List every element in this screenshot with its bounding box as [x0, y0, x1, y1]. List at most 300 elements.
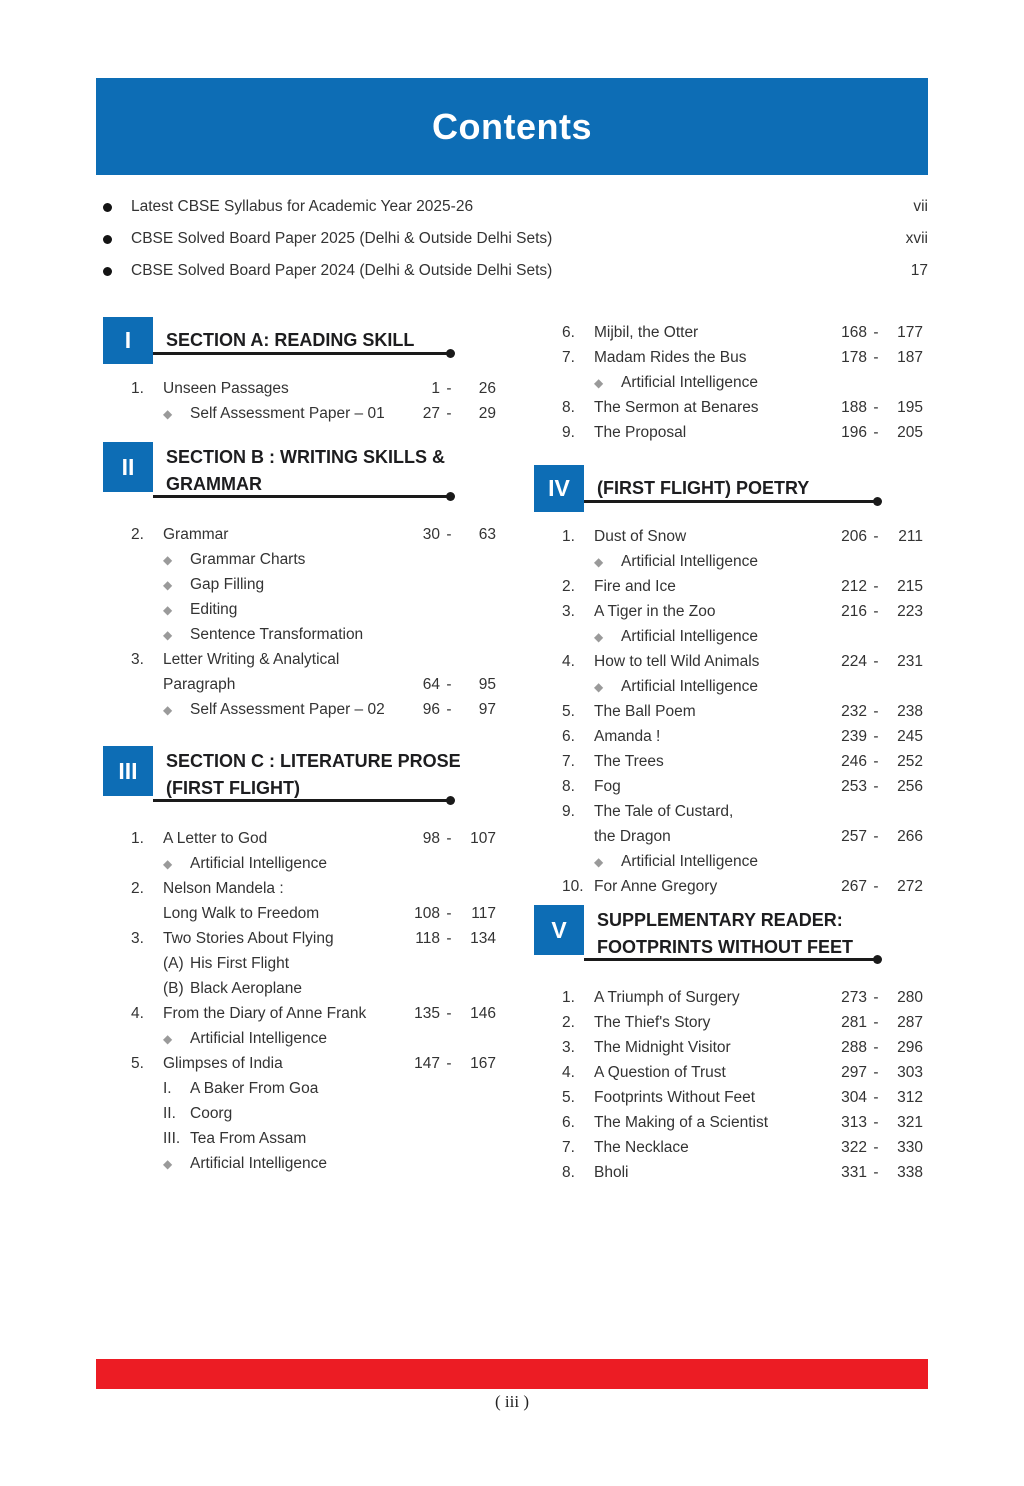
toc-row	[131, 622, 496, 647]
toc-row	[131, 1076, 496, 1101]
row-marker: 3.	[562, 602, 575, 620]
page-range-dash: -	[873, 727, 879, 745]
page-range-dash: -	[873, 323, 879, 341]
entry-title: Grammar Charts	[190, 550, 306, 568]
section-header	[96, 442, 496, 500]
toc-row	[131, 1126, 496, 1151]
page-end: 177	[897, 323, 923, 341]
front-matter-page: xvii	[905, 230, 928, 247]
row-marker: 6.	[562, 323, 575, 341]
page-start: 118	[415, 929, 440, 947]
page-end: 26	[478, 379, 496, 397]
section-underline	[153, 352, 451, 355]
line-end-dot-icon	[446, 349, 455, 358]
row-marker: 7.	[562, 348, 575, 366]
toc-row	[131, 1026, 496, 1051]
page-range-dash: -	[873, 1088, 879, 1106]
toc-row	[562, 674, 923, 699]
page-start: 273	[841, 988, 867, 1006]
line-end-dot-icon	[873, 497, 882, 506]
toc-row	[562, 724, 923, 749]
front-matter-item	[96, 223, 928, 255]
entry-title: Dust of Snow	[594, 527, 687, 545]
page-title-banner	[96, 78, 928, 175]
row-marker: 5.	[131, 1054, 144, 1072]
page-start: 147	[414, 1054, 440, 1072]
section-rows	[96, 826, 496, 1176]
row-marker: 2.	[562, 577, 575, 595]
section-header	[96, 746, 496, 804]
row-marker: I.	[163, 1079, 172, 1097]
diamond-bullet-icon: ◆	[594, 554, 604, 569]
row-marker: 1.	[562, 988, 575, 1006]
section-title: SECTION C : LITERATURE PROSE	[166, 751, 461, 771]
row-marker: II.	[163, 1104, 176, 1122]
row-marker: 3.	[131, 650, 144, 668]
page-range-dash: -	[446, 675, 452, 693]
row-marker: 8.	[562, 398, 575, 416]
front-matter-label: CBSE Solved Board Paper 2025 (Delhi & Outside Delhi Sets)	[131, 230, 553, 247]
section-c-continued-rows	[527, 320, 923, 445]
toc-row	[562, 599, 923, 624]
toc-row	[562, 824, 923, 849]
page-range-dash: -	[873, 1013, 879, 1031]
toc-row	[562, 549, 923, 574]
section-numeral-badge: I	[103, 317, 153, 364]
section-numeral-badge: II	[103, 442, 153, 492]
toc-row	[131, 376, 496, 401]
front-matter-item	[96, 255, 928, 287]
page-range-dash: -	[446, 379, 452, 397]
section-numeral-badge: IV	[534, 465, 584, 512]
toc-row	[562, 574, 923, 599]
row-marker: 4.	[562, 1063, 575, 1081]
toc-row	[562, 1135, 923, 1160]
page-start: 281	[841, 1013, 867, 1031]
page-start: 1	[431, 379, 440, 397]
page-start: 331	[841, 1163, 867, 1181]
entry-title: Artificial Intelligence	[190, 1154, 327, 1172]
toc-row	[131, 876, 496, 901]
section-header	[527, 465, 923, 512]
entry-title: Amanda !	[594, 727, 661, 745]
toc-row	[131, 926, 496, 951]
entry-title: Sentence Transformation	[190, 625, 364, 643]
entry-title: Self Assessment Paper – 02	[190, 700, 385, 718]
diamond-bullet-icon: ◆	[163, 577, 173, 592]
page-range-dash: -	[873, 1163, 879, 1181]
entry-title: The Tale of Custard,	[594, 802, 734, 820]
toc-row	[562, 524, 923, 549]
entry-title: The Necklace	[594, 1138, 689, 1156]
diamond-bullet-icon: ◆	[594, 854, 604, 869]
entry-title: Glimpses of India	[163, 1054, 283, 1072]
footer-red-bar	[96, 1359, 928, 1389]
page-end: 63	[478, 525, 496, 543]
section-first-flight-poetry	[527, 465, 923, 899]
page-end: 195	[897, 398, 923, 416]
row-marker: 3.	[562, 1038, 575, 1056]
toc-row	[562, 395, 923, 420]
page-start: 27	[422, 404, 440, 422]
toc-row	[131, 672, 496, 697]
entry-title: Artificial Intelligence	[621, 677, 758, 695]
diamond-bullet-icon: ◆	[163, 1031, 173, 1046]
entry-title: Madam Rides the Bus	[594, 348, 747, 366]
entry-title: Artificial Intelligence	[621, 852, 758, 870]
toc-row	[131, 597, 496, 622]
entry-title: For Anne Gregory	[594, 877, 718, 895]
toc-row	[562, 624, 923, 649]
entry-title: Grammar	[163, 525, 229, 543]
entry-title: Footprints Without Feet	[594, 1088, 756, 1106]
page-end: 117	[471, 904, 496, 922]
diamond-bullet-icon: ◆	[163, 702, 173, 717]
page-range-dash: -	[446, 700, 452, 718]
section-header	[96, 317, 496, 364]
page-start: 212	[841, 577, 867, 595]
toc-row	[562, 345, 923, 370]
toc-row	[562, 849, 923, 874]
toc-columns	[96, 317, 928, 1185]
section-c-literature-prose	[96, 746, 496, 1176]
page-end: 205	[897, 423, 923, 441]
toc-row	[562, 874, 923, 899]
row-marker: 3.	[131, 929, 144, 947]
toc-row	[131, 976, 496, 1001]
entry-title: Artificial Intelligence	[190, 854, 327, 872]
page-end: 29	[478, 404, 496, 422]
page-end: 238	[897, 702, 923, 720]
toc-column-left	[96, 317, 496, 1176]
page-start: 232	[841, 702, 867, 720]
row-marker: 10.	[562, 877, 584, 895]
entry-title: The Making of a Scientist	[594, 1113, 769, 1131]
diamond-bullet-icon: ◆	[163, 552, 173, 567]
page-end: 215	[897, 577, 923, 595]
page-start: 304	[841, 1088, 867, 1106]
entry-title: A Letter to God	[163, 829, 268, 847]
diamond-bullet-icon: ◆	[163, 602, 173, 617]
page-end: 97	[478, 700, 496, 718]
entry-title: A Tiger in the Zoo	[594, 602, 716, 620]
section-rows	[527, 985, 923, 1185]
row-marker: 6.	[562, 727, 575, 745]
entry-title: Mijbil, the Otter	[594, 323, 699, 341]
section-rows	[96, 522, 496, 722]
diamond-bullet-icon: ◆	[594, 679, 604, 694]
page-end: 287	[897, 1013, 923, 1031]
toc-row	[131, 1101, 496, 1126]
section-b-writing-skills-grammar	[96, 442, 496, 722]
entry-title: Bholi	[594, 1163, 629, 1181]
section-header	[527, 905, 923, 963]
page-range-dash: -	[446, 829, 452, 847]
toc-row	[562, 1085, 923, 1110]
entry-title: His First Flight	[190, 954, 290, 972]
toc-row	[131, 1151, 496, 1176]
page-start: 98	[422, 829, 440, 847]
entry-title: Black Aeroplane	[190, 979, 303, 997]
row-marker: (B)	[163, 979, 184, 997]
page-start: 168	[841, 323, 867, 341]
page-range-dash: -	[446, 929, 452, 947]
row-marker: III.	[163, 1129, 181, 1147]
section-underline	[153, 799, 451, 802]
page-range-dash: -	[446, 525, 452, 543]
page-start: 196	[841, 423, 867, 441]
page-range-dash: -	[873, 877, 879, 895]
page-end: 303	[897, 1063, 923, 1081]
page-range-dash: -	[446, 404, 452, 422]
toc-row	[131, 826, 496, 851]
section-underline	[584, 500, 878, 503]
toc-row	[131, 547, 496, 572]
page-end: 107	[470, 829, 496, 847]
page-title: Contents	[432, 105, 592, 147]
toc-row	[562, 1035, 923, 1060]
row-marker: 9.	[562, 802, 575, 820]
page-range-dash: -	[873, 1038, 879, 1056]
section-underline	[153, 495, 451, 498]
page-end: 338	[897, 1163, 923, 1181]
line-end-dot-icon	[446, 492, 455, 501]
diamond-bullet-icon: ◆	[163, 627, 173, 642]
section-rows	[527, 524, 923, 899]
toc-row	[562, 1160, 923, 1185]
page-range-dash: -	[873, 1138, 879, 1156]
section-title: (FIRST FLIGHT) POETRY	[597, 478, 810, 498]
page-end: 280	[897, 988, 923, 1006]
entry-title: Long Walk to Freedom	[163, 904, 320, 922]
diamond-bullet-icon: ◆	[594, 375, 604, 390]
page-range-dash: -	[873, 988, 879, 1006]
diamond-bullet-icon: ◆	[163, 1156, 173, 1171]
toc-row	[562, 699, 923, 724]
toc-row	[131, 572, 496, 597]
page-number: ( iii )	[495, 1392, 529, 1411]
toc-row	[562, 774, 923, 799]
toc-row	[562, 1010, 923, 1035]
page-start: 108	[414, 904, 440, 922]
page-end: 266	[897, 827, 923, 845]
entry-title: Nelson Mandela :	[163, 879, 284, 897]
entry-title: Fire and Ice	[594, 577, 676, 595]
page-start: 188	[841, 398, 867, 416]
entry-title: The Proposal	[594, 423, 687, 441]
toc-row	[562, 985, 923, 1010]
diamond-bullet-icon: ◆	[163, 856, 173, 871]
page-range-dash: -	[446, 1054, 452, 1072]
entry-title: The Midnight Visitor	[594, 1038, 731, 1056]
page-start: 64	[422, 675, 440, 693]
page-start: 257	[841, 827, 867, 845]
toc-row	[562, 749, 923, 774]
toc-row	[131, 1051, 496, 1076]
section-supplementary-reader	[527, 905, 923, 1185]
bullet-icon	[103, 267, 112, 276]
front-matter-label: Latest CBSE Syllabus for Academic Year 2025-26	[131, 198, 474, 215]
entry-title: A Triumph of Surgery	[594, 988, 740, 1006]
entry-title: the Dragon	[594, 827, 671, 845]
page-start: 224	[841, 652, 867, 670]
toc-row	[131, 1001, 496, 1026]
toc-row	[131, 951, 496, 976]
page-start: 246	[841, 752, 867, 770]
row-marker: 4.	[131, 1004, 144, 1022]
row-marker: 6.	[562, 1113, 575, 1131]
row-marker: 1.	[562, 527, 575, 545]
page-start: 253	[841, 777, 867, 795]
page-range-dash: -	[873, 1113, 879, 1131]
entry-title: Artificial Intelligence	[190, 1029, 327, 1047]
page-range-dash: -	[873, 602, 879, 620]
page-range-dash: -	[873, 577, 879, 595]
entry-title: Artificial Intelligence	[621, 373, 758, 391]
entry-title: How to tell Wild Animals	[594, 652, 760, 670]
page-start: 96	[422, 700, 440, 718]
entry-title: Tea From Assam	[190, 1129, 307, 1147]
section-underline	[584, 958, 878, 961]
page-end: 146	[470, 1004, 496, 1022]
toc-row	[562, 420, 923, 445]
toc-row	[131, 401, 496, 426]
front-matter-item	[96, 191, 928, 223]
page-end: 312	[897, 1088, 923, 1106]
toc-row	[131, 697, 496, 722]
section-title: SUPPLEMENTARY READER:	[597, 910, 843, 930]
page-end: 321	[897, 1113, 923, 1131]
entry-title: The Thief's Story	[594, 1013, 711, 1031]
section-title: GRAMMAR	[166, 474, 262, 494]
front-matter-page: vii	[913, 198, 928, 215]
row-marker: (A)	[163, 954, 184, 972]
page-end: 330	[897, 1138, 923, 1156]
toc-column-right	[527, 317, 923, 1185]
page-end: 245	[897, 727, 923, 745]
page-end: 256	[897, 777, 923, 795]
row-marker: 4.	[562, 652, 575, 670]
toc-row	[131, 647, 496, 672]
page-range-dash: -	[873, 752, 879, 770]
page-start: 206	[841, 527, 867, 545]
page-start: 267	[841, 877, 867, 895]
entry-title: The Trees	[594, 752, 664, 770]
toc-row	[131, 522, 496, 547]
row-marker: 7.	[562, 1138, 575, 1156]
section-title: SECTION A: READING SKILL	[166, 330, 415, 350]
row-marker: 8.	[562, 777, 575, 795]
diamond-bullet-icon: ◆	[163, 406, 173, 421]
page-start: 239	[841, 727, 867, 745]
page-end: 223	[897, 602, 923, 620]
row-marker: 1.	[131, 379, 144, 397]
entry-title: Paragraph	[163, 675, 236, 693]
entry-title: Letter Writing & Analytical	[163, 650, 340, 668]
section-title: FOOTPRINTS WITHOUT FEET	[597, 937, 853, 957]
toc-row	[562, 1110, 923, 1135]
row-marker: 2.	[562, 1013, 575, 1031]
section-title: SECTION B : WRITING SKILLS &	[166, 447, 445, 467]
page-start: 322	[841, 1138, 867, 1156]
toc-row	[131, 851, 496, 876]
page-range-dash: -	[873, 423, 879, 441]
page-start: 297	[841, 1063, 867, 1081]
page-start: 30	[422, 525, 440, 543]
entry-title: The Ball Poem	[594, 702, 696, 720]
row-marker: 8.	[562, 1163, 575, 1181]
toc-row	[562, 649, 923, 674]
bullet-icon	[103, 203, 112, 212]
page-end: 272	[897, 877, 923, 895]
line-end-dot-icon	[873, 955, 882, 964]
page-range-dash: -	[446, 1004, 452, 1022]
page-range-dash: -	[873, 702, 879, 720]
page-range-dash: -	[873, 1063, 879, 1081]
diamond-bullet-icon: ◆	[594, 629, 604, 644]
section-numeral-badge: V	[534, 905, 584, 955]
page-range-dash: -	[873, 777, 879, 795]
row-marker: 2.	[131, 525, 144, 543]
page-range-dash: -	[446, 904, 452, 922]
page-range-dash: -	[873, 527, 879, 545]
page-end: 95	[478, 675, 496, 693]
page-start: 313	[841, 1113, 867, 1131]
row-marker: 1.	[131, 829, 144, 847]
section-numeral-badge: III	[103, 746, 153, 796]
entry-title: Artificial Intelligence	[621, 552, 758, 570]
section-a-reading-skill	[96, 317, 496, 426]
toc-row	[562, 370, 923, 395]
page-range-dash: -	[873, 827, 879, 845]
toc-row	[562, 799, 923, 824]
entry-title: Unseen Passages	[163, 379, 289, 397]
page-start: 135	[414, 1004, 440, 1022]
page-end: 296	[897, 1038, 923, 1056]
entry-title: From the Diary of Anne Frank	[163, 1004, 367, 1022]
page-end: 167	[470, 1054, 496, 1072]
entry-title: Fog	[594, 777, 621, 795]
page-range-dash: -	[873, 348, 879, 366]
page-start: 178	[841, 348, 867, 366]
page-end: 187	[897, 348, 923, 366]
entry-title: Two Stories About Flying	[163, 929, 334, 947]
entry-title: A Baker From Goa	[190, 1079, 319, 1097]
entry-title: A Question of Trust	[594, 1063, 726, 1081]
toc-row	[131, 901, 496, 926]
entry-title: Artificial Intelligence	[621, 627, 758, 645]
entry-title: Coorg	[190, 1104, 233, 1122]
page-start: 216	[841, 602, 867, 620]
page-end: 211	[898, 527, 923, 545]
page-end: 231	[897, 652, 923, 670]
page-range-dash: -	[873, 652, 879, 670]
section-rows	[96, 376, 496, 426]
front-matter-page: 17	[910, 262, 928, 279]
row-marker: 2.	[131, 879, 144, 897]
page-start: 288	[841, 1038, 867, 1056]
row-marker: 5.	[562, 702, 575, 720]
row-marker: 9.	[562, 423, 575, 441]
front-matter-label: CBSE Solved Board Paper 2024 (Delhi & Outside Delhi Sets)	[131, 262, 553, 279]
front-matter-list	[96, 191, 928, 287]
bullet-icon	[103, 235, 112, 244]
page-range-dash: -	[873, 398, 879, 416]
page-end: 134	[470, 929, 496, 947]
entry-title: Self Assessment Paper – 01	[190, 404, 385, 422]
toc-row	[562, 1060, 923, 1085]
row-marker: 5.	[562, 1088, 575, 1106]
